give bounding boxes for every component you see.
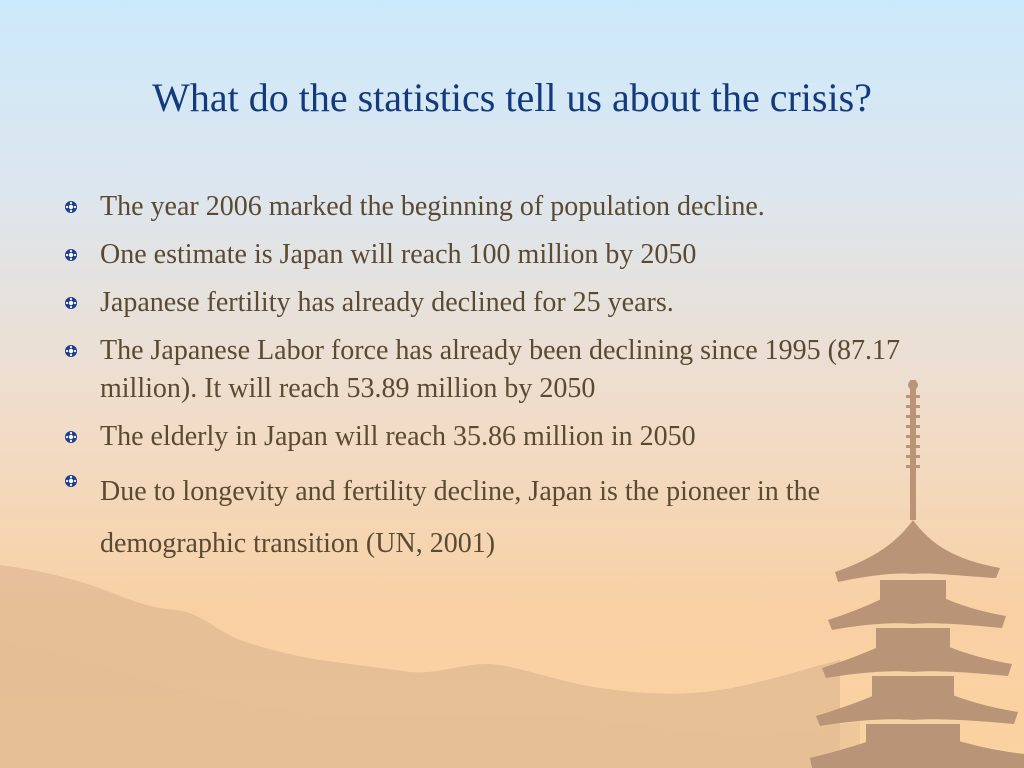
bullet-text: Due to longevity and fertility decline, Japan is the pioneer in the demographic transition (UN, 2001) bbox=[100, 476, 821, 559]
bullet-item bbox=[60, 236, 940, 274]
bullet-list bbox=[60, 188, 940, 580]
bullet-item bbox=[60, 332, 940, 408]
flower-bullet-icon bbox=[64, 474, 78, 488]
flower-bullet-icon bbox=[64, 248, 78, 262]
bullet-text: The year 2006 marked the beginning of population decline. bbox=[100, 191, 765, 222]
bullet-text: One estimate is Japan will reach 100 million by 2050 bbox=[100, 239, 697, 270]
slide-title: What do the statistics tell us about the crisis? bbox=[152, 75, 872, 120]
bullet-item bbox=[60, 188, 940, 226]
flower-bullet-icon bbox=[64, 296, 78, 310]
bullet-text: Japanese fertility has already declined for 25 years. bbox=[100, 287, 674, 318]
bullet-text: The elderly in Japan will reach 35.86 million in 2050 bbox=[100, 421, 696, 452]
flower-bullet-icon bbox=[64, 344, 78, 358]
bullet-item bbox=[60, 418, 940, 456]
flower-bullet-icon bbox=[64, 200, 78, 214]
bullet-item bbox=[60, 284, 940, 322]
bullet-item bbox=[60, 466, 940, 570]
flower-bullet-icon bbox=[64, 430, 78, 444]
bullet-text: The Japanese Labor force has already been declining since 1995 (87.17 million). It will reach 53.89 million by 2050 bbox=[100, 335, 901, 404]
